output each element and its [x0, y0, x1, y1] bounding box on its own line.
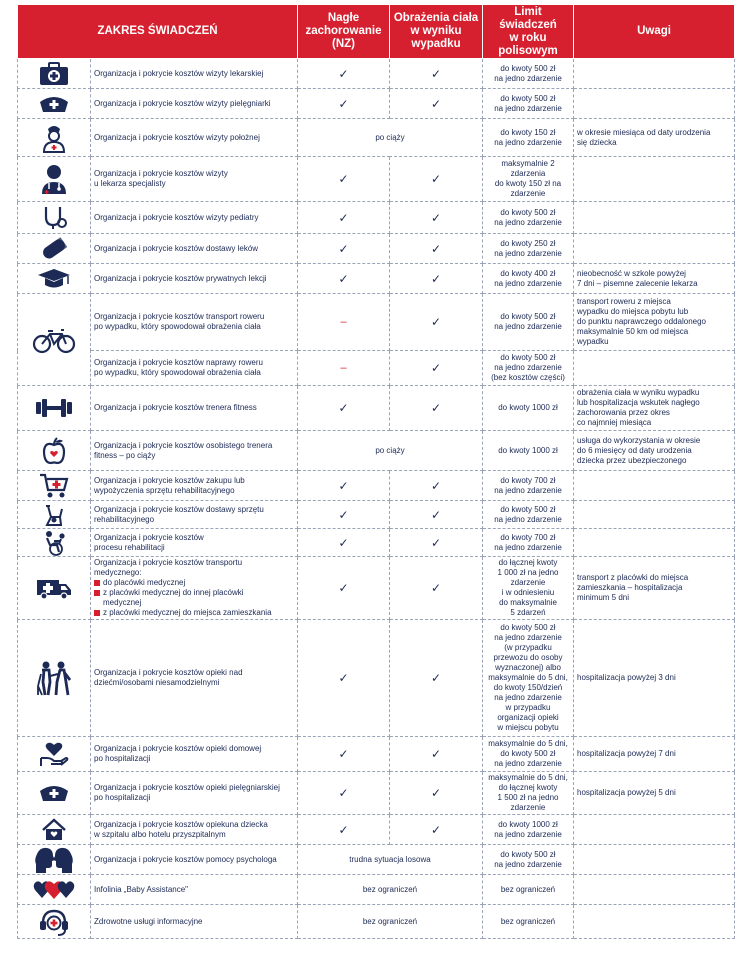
benefit-limit-line: na jedno zdarzenie [494, 363, 562, 372]
benefit-description-line: Organizacja i pokrycie kosztów [94, 532, 204, 542]
psychologist-icon [18, 845, 91, 875]
benefit-notes [574, 845, 735, 875]
midwife-icon [18, 119, 91, 157]
benefit-limit [483, 845, 574, 875]
doctor-icon [18, 157, 91, 202]
benefit-description-line: Organizacja i pokrycie kosztów opieki domowej [94, 744, 262, 753]
table-row [18, 471, 735, 501]
benefit-limit-line: na jedno zdarzenie [494, 485, 562, 495]
benefit-notes [574, 529, 735, 557]
benefits-table [17, 4, 735, 939]
illness-check-icon: ✓ [298, 529, 390, 557]
dumbbell-icon [18, 386, 91, 431]
coverage-condition: bez ograniczeń [298, 875, 483, 905]
benefit-description [91, 351, 298, 386]
benefit-notes-line: hospitalizacja powyżej 7 dni [577, 749, 676, 758]
benefit-description-line: Zdrowotne usługi informacyjne [94, 916, 203, 926]
benefit-notes-line: w okresie miesiąca od daty urodzenia [577, 127, 711, 137]
benefit-notes [574, 294, 735, 351]
benefit-limit [483, 875, 574, 905]
injury-check-icon: ✓ [390, 202, 483, 234]
illness-check-icon: ✓ [298, 89, 390, 119]
benefit-notes-line: do punktu naprawczego oddalonego [577, 317, 706, 326]
benefit-notes-line: co najmniej miesiąca [577, 418, 652, 427]
header-illness: Nagłe zachorowanie (NZ) [298, 5, 390, 59]
benefit-notes-line: 7 dni – pisemne zalecenie lekarza [577, 278, 698, 288]
injury-check-icon: ✓ [390, 89, 483, 119]
benefit-limit-line: do kwoty 1000 zł [498, 819, 558, 829]
nurse-cap-icon [18, 772, 91, 815]
benefit-notes [574, 905, 735, 939]
benefit-description [91, 386, 298, 431]
benefit-description-line: rehabilitacyjnego [94, 514, 155, 524]
red-bullet-icon [94, 610, 100, 616]
table-row [18, 89, 735, 119]
benefit-limit [483, 234, 574, 264]
benefit-description-line: Organizacja i pokrycie kosztów naprawy roweru [94, 358, 263, 367]
benefit-limit [483, 59, 574, 89]
benefit-description-line: po hospitalizacji [94, 754, 151, 763]
benefit-description [91, 234, 298, 264]
benefit-limit [483, 157, 574, 202]
caregiver-icon [18, 620, 91, 737]
injury-check-icon: ✓ [390, 737, 483, 772]
benefit-limit [483, 431, 574, 471]
benefit-limit-line: do kwoty 500 zł [500, 93, 556, 103]
coverage-condition: po ciąży [298, 119, 483, 157]
benefit-limit-line: na jedno zdarzenie [494, 633, 562, 642]
benefit-notes-line: usługa do wykorzystania w okresie [577, 435, 701, 445]
benefit-notes-line: minimum 5 dni [577, 593, 630, 602]
benefit-description [91, 264, 298, 294]
injury-check-icon: ✓ [390, 264, 483, 294]
table-row [18, 557, 735, 620]
benefit-limit-line: do kwoty 500 zł [500, 63, 556, 73]
benefit-limit-line: do kwoty 700 zł [500, 475, 556, 485]
benefit-limit [483, 471, 574, 501]
benefit-limit-line: do kwoty 500 zł [500, 623, 556, 632]
table-row [18, 905, 735, 939]
table-row [18, 351, 735, 386]
benefit-notes [574, 386, 735, 431]
coverage-condition: po ciąży [298, 431, 483, 471]
benefit-limit-line: maksymalnie do 5 dni, [488, 739, 568, 748]
benefit-limit-line: 1 000 zł na jedno [497, 568, 559, 577]
injury-check-icon: ✓ [390, 471, 483, 501]
benefit-limit-line: do kwoty 500 zł [500, 207, 556, 217]
benefit-description-line: Organizacja i pokrycie kosztów pomocy psychologa [94, 854, 277, 864]
benefit-limit-line: na jedno zdarzenie [494, 278, 562, 288]
benefit-limit [483, 529, 574, 557]
benefit-limit-line: organizacji opieki [497, 713, 559, 722]
illness-dash-mark: – [298, 294, 390, 351]
benefit-notes-line: transport z placówki do miejsca [577, 573, 689, 582]
benefit-description-line: Organizacja i pokrycie kosztów zakupu lub [94, 475, 245, 485]
benefit-limit-line: do kwoty 400 zł [500, 268, 556, 278]
benefit-notes [574, 119, 735, 157]
benefit-description-line: Organizacja i pokrycie kosztów transport roweru [94, 312, 265, 321]
illness-check-icon: ✓ [298, 386, 390, 431]
benefit-description [91, 431, 298, 471]
benefit-description-line: procesu rehabilitacji [94, 542, 165, 552]
table-row [18, 157, 735, 202]
benefit-description [91, 529, 298, 557]
benefit-limit [483, 386, 574, 431]
benefit-notes-line: obrażenia ciała w wyniku wypadku [577, 388, 700, 397]
benefit-notes [574, 351, 735, 386]
benefit-limit-line: na jedno zdarzenie [494, 137, 562, 147]
illness-check-icon: ✓ [298, 264, 390, 294]
benefit-limit-line: na jedno zdarzenie [494, 248, 562, 258]
benefit-limit-line: zdarzenie [510, 803, 546, 812]
benefit-limit-line: w miejscu pobytu [497, 723, 559, 732]
benefit-description-line: Organizacja i pokrycie kosztów opieki pielęgniarskiej [94, 783, 280, 792]
benefit-description-line: po hospitalizacji [94, 793, 151, 802]
pediatrician-stethoscope-icon [18, 202, 91, 234]
benefit-notes [574, 557, 735, 620]
nurse-cap-icon [18, 89, 91, 119]
transport-subitem [94, 578, 294, 588]
table-row [18, 59, 735, 89]
benefit-limit-line: do kwoty 500 zł [500, 749, 556, 758]
benefit-limit-line: do kwoty 1000 zł [498, 403, 558, 412]
benefit-description-line: Organizacja i pokrycie kosztów wizyty [94, 169, 228, 178]
benefit-notes [574, 875, 735, 905]
injury-check-icon: ✓ [390, 157, 483, 202]
table-row [18, 264, 735, 294]
benefit-notes [574, 234, 735, 264]
benefit-description [91, 815, 298, 845]
benefit-notes [574, 89, 735, 119]
benefit-description-line: medycznego: [94, 568, 142, 577]
coverage-condition: bez ograniczeń [298, 905, 483, 939]
benefit-limit-line: do łącznej kwoty [498, 558, 558, 567]
benefit-description [91, 89, 298, 119]
benefit-notes-line: wypadku do miejsca pobytu lub [577, 307, 689, 316]
benefit-limit [483, 89, 574, 119]
illness-check-icon: ✓ [298, 620, 390, 737]
injury-check-icon: ✓ [390, 294, 483, 351]
benefit-description [91, 845, 298, 875]
table-row [18, 772, 735, 815]
benefit-notes [574, 620, 735, 737]
benefit-description [91, 202, 298, 234]
benefit-notes-line: zachorowania przez okres [577, 408, 670, 417]
pill-icon [18, 234, 91, 264]
table-header-row [18, 5, 735, 59]
benefit-description-line: Organizacja i pokrycie kosztów prywatnych lekcji [94, 273, 267, 283]
benefit-limit [483, 557, 574, 620]
benefit-notes-line: maksymalnie 50 km od miejsca [577, 327, 689, 336]
exercise-bike-icon [18, 501, 91, 529]
rehabilitation-icon [18, 529, 91, 557]
benefit-limit-line: do kwoty 500 zł [500, 504, 556, 514]
benefit-description [91, 620, 298, 737]
benefit-description [91, 471, 298, 501]
benefit-limit-line: do kwoty 150 zł [500, 127, 556, 137]
benefit-limit [483, 294, 574, 351]
benefit-limit-line: wyznaczonej) albo [495, 663, 561, 672]
benefit-limit-line: do maksymalnie [499, 598, 557, 607]
benefit-limit-line: bez ograniczeń [500, 916, 556, 926]
cart-icon [18, 471, 91, 501]
injury-check-icon: ✓ [390, 386, 483, 431]
benefit-description [91, 772, 298, 815]
benefit-limit-line: maksymalnie do 5 dni, [488, 673, 568, 682]
benefit-description-line: Organizacja i pokrycie kosztów wizyty położnej [94, 132, 260, 142]
benefit-limit-line: na jedno zdarzenie [494, 103, 562, 113]
benefit-limit-line: na jedno zdarzenie [494, 759, 562, 768]
benefit-description-line: Organizacja i pokrycie kosztów dostawy sprzętu [94, 504, 264, 514]
medical-headset-icon [18, 905, 91, 939]
transport-subitem [94, 588, 294, 608]
benefit-limit-line: do kwoty 150/dzień [493, 683, 563, 692]
table-row [18, 202, 735, 234]
table-row [18, 294, 735, 351]
table-row [18, 431, 735, 471]
header-scope: ZAKRES ŚWIADCZEŃ [18, 5, 298, 59]
benefit-notes-line: hospitalizacja powyżej 5 dni [577, 788, 676, 797]
benefit-limit-line: do kwoty 150 zł na [494, 179, 562, 188]
benefit-description-line: Organizacja i pokrycie kosztów dostawy leków [94, 243, 259, 253]
benefit-description-line: Organizacja i pokrycie kosztów opieki nad [94, 668, 243, 677]
benefit-description-line: w szpitalu albo hotelu przyszpitalnym [94, 829, 226, 839]
benefit-notes-line: dziecka przez ubezpieczonego [577, 455, 687, 465]
benefit-notes-line: wypadku [577, 337, 609, 346]
header-notes: Uwagi [574, 5, 735, 59]
benefit-limit [483, 264, 574, 294]
illness-check-icon: ✓ [298, 737, 390, 772]
graduation-cap-icon [18, 264, 91, 294]
benefit-notes [574, 431, 735, 471]
benefit-limit-line: do kwoty 250 zł [500, 238, 556, 248]
benefit-notes [574, 772, 735, 815]
benefit-description-line: Organizacja i pokrycie kosztów wizyty pielęgniarki [94, 98, 271, 108]
table-row [18, 875, 735, 905]
benefit-notes [574, 157, 735, 202]
benefit-description-line: Organizacja i pokrycie kosztów transportu [94, 558, 243, 567]
transport-subitem-text: z placówki medycznej do innej placówki medycznej [103, 588, 244, 607]
benefit-limit-line: zdarzenie [510, 189, 546, 198]
benefit-limit-line: na jedno zdarzenie [494, 693, 562, 702]
benefit-limit-line: 1 500 zł na jedno [497, 793, 559, 802]
benefit-limit-line: w przypadku [505, 703, 551, 712]
benefit-description-line: u lekarza specjalisty [94, 179, 166, 188]
benefit-notes [574, 815, 735, 845]
hearts-icon [18, 875, 91, 905]
illness-check-icon: ✓ [298, 471, 390, 501]
red-bullet-icon [94, 590, 100, 596]
header-injury: Obrażenia ciała w wyniku wypadku [390, 5, 483, 59]
table-row [18, 234, 735, 264]
ambulance-icon [18, 557, 91, 620]
benefit-limit [483, 737, 574, 772]
benefit-notes [574, 59, 735, 89]
benefit-notes [574, 737, 735, 772]
benefit-description [91, 59, 298, 89]
benefit-limit [483, 351, 574, 386]
injury-check-icon: ✓ [390, 557, 483, 620]
table-row [18, 845, 735, 875]
benefit-description-line: Infolinia „Baby Assistance" [94, 884, 188, 894]
benefit-description [91, 737, 298, 772]
benefit-notes-line: do 6 miesięcy od daty urodzenia [577, 445, 692, 455]
benefit-description-line: Organizacja i pokrycie kosztów wizyty lekarskiej [94, 68, 264, 78]
coverage-condition: trudna sytuacja losowa [298, 845, 483, 875]
bicycle-icon [18, 294, 91, 386]
transport-subitem [94, 608, 294, 618]
benefit-notes-line: zamieszkania – hospitalizacja [577, 583, 683, 592]
benefit-limit-line: zdarzenie [510, 578, 546, 587]
table-row [18, 501, 735, 529]
benefit-limit [483, 772, 574, 815]
benefit-limit [483, 119, 574, 157]
illness-check-icon: ✓ [298, 815, 390, 845]
illness-check-icon: ✓ [298, 234, 390, 264]
house-icon [18, 815, 91, 845]
benefit-limit-line: na jedno zdarzenie [494, 859, 562, 869]
illness-check-icon: ✓ [298, 59, 390, 89]
benefit-description-line: po wypadku, który spowodował obrażenia ciała [94, 368, 261, 377]
benefit-limit-line: do kwoty 1000 zł [498, 445, 558, 455]
benefit-limit-line: przewozu do osoby [493, 653, 563, 662]
header-limit: Limit świadczeń w roku polisowym [483, 5, 574, 59]
medical-kit-icon [18, 59, 91, 89]
benefit-limit [483, 501, 574, 529]
benefit-notes-line: się dziecka [577, 137, 617, 147]
benefit-limit [483, 202, 574, 234]
benefit-limit-line: na jedno zdarzenie [494, 322, 562, 331]
table-row [18, 620, 735, 737]
benefit-limit-line: do kwoty 500 zł [500, 312, 556, 321]
injury-check-icon: ✓ [390, 501, 483, 529]
benefit-description-line: wypożyczenia sprzętu rehabilitacyjnego [94, 485, 235, 495]
benefit-description-line: dziećmi/osobami niesamodzielnymi [94, 678, 220, 687]
benefit-limit-line: 5 zdarzeń [510, 608, 546, 617]
benefit-limit-line: maksymalnie do 5 dni, [488, 773, 568, 782]
benefit-description [91, 875, 298, 905]
benefit-description [91, 501, 298, 529]
benefit-limit-line: na jedno zdarzenie [494, 542, 562, 552]
benefit-notes [574, 264, 735, 294]
table-row [18, 737, 735, 772]
table-row [18, 119, 735, 157]
injury-check-icon: ✓ [390, 620, 483, 737]
illness-check-icon: ✓ [298, 557, 390, 620]
benefit-description-line: Organizacja i pokrycie kosztów wizyty pediatry [94, 212, 259, 222]
benefit-notes [574, 202, 735, 234]
illness-check-icon: ✓ [298, 202, 390, 234]
benefit-limit [483, 905, 574, 939]
benefit-limit-line: na jedno zdarzenie [494, 73, 562, 83]
heart-hand-icon [18, 737, 91, 772]
benefit-limit-line: do łącznej kwoty [498, 783, 558, 792]
benefit-description-line: Organizacja i pokrycie kosztów trenera fitness [94, 403, 257, 412]
benefit-notes-line: nieobecność w szkole powyżej [577, 268, 686, 278]
benefit-description [91, 119, 298, 157]
table-row [18, 529, 735, 557]
benefit-limit-line: na jedno zdarzenie [494, 829, 562, 839]
table-row [18, 815, 735, 845]
benefit-limit-line: i w odniesieniu [501, 588, 555, 597]
illness-check-icon: ✓ [298, 772, 390, 815]
benefit-limit [483, 620, 574, 737]
benefit-limit-line: maksymalnie 2 [501, 159, 555, 168]
red-bullet-icon [94, 580, 100, 586]
benefit-limit-line: (bez kosztów części) [491, 373, 565, 382]
benefit-notes-line: transport roweru z miejsca [577, 297, 671, 306]
benefit-limit-line: bez ograniczeń [500, 884, 556, 894]
benefit-limit-line: zdarzenia [510, 169, 546, 178]
table-row [18, 386, 735, 431]
benefit-limit-line: na jedno zdarzenie [494, 217, 562, 227]
benefit-description-line: fitness – po ciąży [94, 450, 156, 460]
benefit-notes [574, 471, 735, 501]
benefit-description [91, 294, 298, 351]
benefit-limit-line: do kwoty 500 zł [500, 353, 556, 362]
transport-subitem-text: z placówki medycznej do miejsca zamieszkania [103, 608, 272, 617]
illness-dash-mark: – [298, 351, 390, 386]
injury-check-icon: ✓ [390, 59, 483, 89]
benefit-description [91, 557, 298, 620]
injury-check-icon: ✓ [390, 772, 483, 815]
illness-check-icon: ✓ [298, 157, 390, 202]
injury-check-icon: ✓ [390, 351, 483, 386]
benefit-description [91, 157, 298, 202]
transport-subitem-text: do placówki medycznej [103, 578, 186, 587]
benefit-description-line: Organizacja i pokrycie kosztów osobistego trenera [94, 440, 273, 450]
benefit-notes-line: hospitalizacja powyżej 3 dni [577, 673, 676, 682]
benefit-limit-line: do kwoty 500 zł [500, 849, 556, 859]
injury-check-icon: ✓ [390, 234, 483, 264]
apple-icon [18, 431, 91, 471]
benefit-limit-line: do kwoty 700 zł [500, 532, 556, 542]
injury-check-icon: ✓ [390, 815, 483, 845]
benefit-limit-line: na jedno zdarzenie [494, 514, 562, 524]
benefit-limit-line: (w przypadku [504, 643, 552, 652]
benefit-description-line: po wypadku, który spowodował obrażenia ciała [94, 322, 261, 331]
benefit-description-line: Organizacja i pokrycie kosztów opiekuna dziecka [94, 819, 268, 829]
illness-check-icon: ✓ [298, 501, 390, 529]
benefit-notes-line: lub hospitalizacja wskutek nagłego [577, 398, 700, 407]
benefit-notes [574, 501, 735, 529]
benefit-limit [483, 815, 574, 845]
benefit-description [91, 905, 298, 939]
injury-check-icon: ✓ [390, 529, 483, 557]
